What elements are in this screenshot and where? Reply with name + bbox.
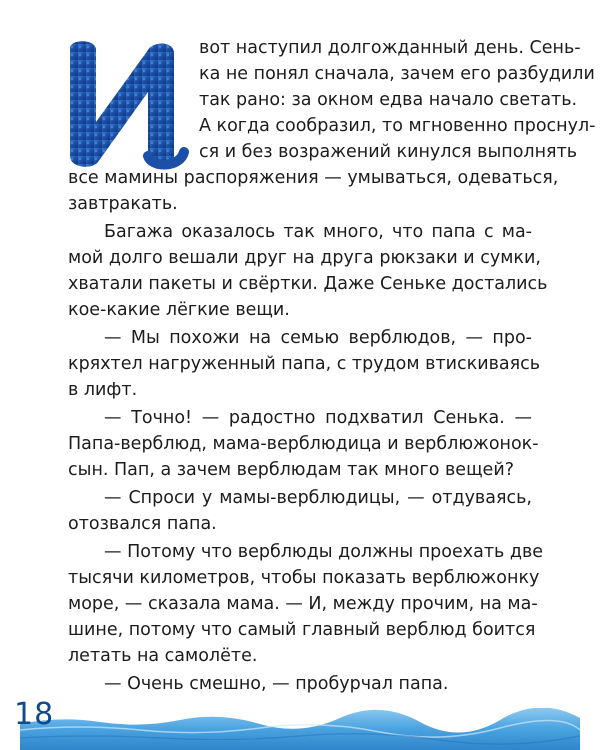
text-line: Багажа оказалось так много, что папа с ма- [104,222,532,242]
text-line: — Мы похожи на семью верблюдов, — про- [104,328,532,348]
text-line: отозвался папа. [68,514,217,534]
text-line: ся и без возражений кинулся выполнять [199,142,578,162]
text-line: — Точно! — радостно подхватил Сенька. — [104,408,532,428]
text-line: — Очень смешно, — пробурчал папа. [104,674,449,694]
text-line: тысячи километров, чтобы показать верблюжонку [68,568,540,588]
text-line: хватали пакеты и свёртки. Даже Сеньке достались [68,274,548,294]
text-line: Папа-верблюд, мама-верблюдица и верблюжонок- [68,434,539,454]
text-line: кряхтел нагруженный папа, с трудом втискиваясь [68,354,541,374]
text-line: море, — сказала мама. — И, между прочим, на ма- [68,594,538,614]
text-line: завтракать. [68,194,178,214]
text-line: летать на самолёте. [68,646,258,666]
text-line: сын. Пап, а зачем верблюдам так много вещей? [68,460,514,480]
text-line: все мамины распоряжения — умываться, одеваться, [68,168,559,188]
decorative-watercolor-strip [20,708,580,750]
text-line: — Спроси у мамы-верблюдицы, — отдуваясь, [104,488,532,508]
text-line: вот наступил долгожданный день. Сень- [199,38,581,58]
text-line: мой долго вешали друг на друга рюкзаки и сумки, [68,248,541,268]
text-line: А когда сообразил, то мгновенно проснул- [199,116,596,136]
text-line: шине, потому что самый главный верблюд боится [68,620,536,640]
text-line: — Потому что верблюды должны проехать две [104,542,544,562]
text-line: ка не понял сначала, зачем его разбудили [199,64,595,84]
text-line: так рано: за окном едва начало светать. [199,90,578,110]
page-number: 18 [14,697,55,732]
text-line: кое-какие лёгкие вещи. [68,300,290,320]
text-line: в лифт. [68,380,138,400]
dropcap-letter [62,36,190,172]
